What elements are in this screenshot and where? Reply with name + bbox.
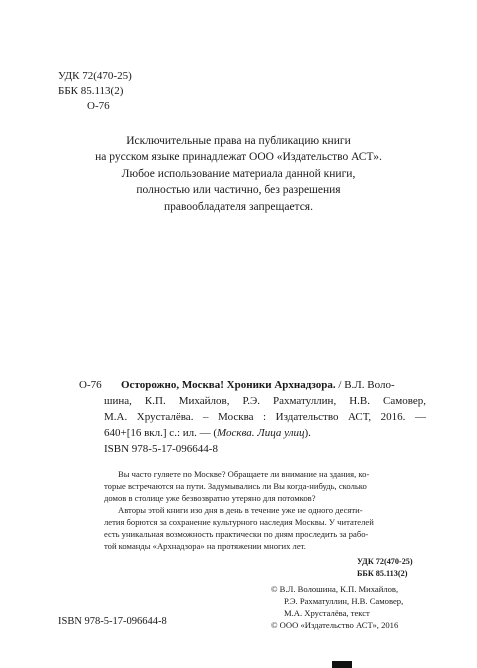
- footer-isbn: ISBN 978-5-17-096644-8: [58, 616, 167, 627]
- bbk-code: ББК 85.113(2): [58, 85, 124, 97]
- biblio-authors-start: / В.Л. Воло-: [335, 379, 395, 391]
- annotation-line: Вы часто гуляете по Москве? Обращаете ли внимание на здания, ко-: [118, 469, 370, 479]
- series-name: Москва. Лица улиц: [217, 427, 305, 439]
- footer-udk-code: УДК 72(470-25): [357, 557, 413, 566]
- annotation-line: Авторы этой книги изо дня в день в течение уже не одного десяти-: [118, 505, 363, 515]
- biblio-line-2: шина, К.П. Михайлов, Р.Э. Рахматуллин, Н.В. Самовер,: [104, 395, 426, 407]
- annotation-line: домов в столице уже безвозвратно утеряно для потомков?: [104, 493, 316, 503]
- rights-line: на русском языке принадлежат ООО «Издательство АСТ».: [95, 151, 382, 164]
- footer-bbk-code: ББК 85.113(2): [357, 569, 408, 578]
- biblio-line-4: [104, 426, 311, 442]
- copyright-line: М.А. Хрусталёва, текст: [284, 608, 370, 618]
- copyright-line: © ООО «Издательство АСТ», 2016: [271, 620, 399, 630]
- biblio-isbn: ISBN 978-5-17-096644-8: [104, 443, 218, 455]
- annotation-line: летия борются за сохранение культурного наследия Москвы. У читателей: [104, 517, 374, 527]
- author-mark: О-76: [87, 100, 110, 112]
- rights-line: Любое использование материала данной книги,: [121, 167, 356, 180]
- annotation-line: торые встречаются на пути. Задумывались ли Вы когда-нибудь, сколько: [104, 481, 367, 491]
- biblio-end: ).: [304, 427, 311, 439]
- annotation-line: той команды «Архнадзора» на протяжении многих лет.: [104, 541, 306, 551]
- copyright-line: Р.Э. Рахматуллин, Н.В. Самовер,: [284, 596, 404, 606]
- rights-line: Исключительные права на публикацию книги: [126, 135, 351, 147]
- biblio-mark: О-76: [79, 379, 102, 391]
- biblio-pages: 640+[16 вкл.] с.: ил. — (: [104, 427, 218, 439]
- udk-code: УДК 72(470-25): [58, 70, 132, 82]
- annotation-line: есть уникальная возможность практически по дням проследить за рабо-: [104, 529, 369, 539]
- page-edge-mark: [332, 661, 352, 668]
- rights-line: правообладателя запрещается.: [164, 200, 313, 213]
- biblio-line-1: [121, 378, 395, 394]
- copyright-line: © В.Л. Волошина, К.П. Михайлов,: [271, 584, 399, 594]
- rights-notice: [60, 133, 417, 215]
- rights-line: полностью или частично, без разрешения: [136, 184, 341, 197]
- book-title: Осторожно, Москва! Хроники Архнадзора.: [121, 379, 336, 391]
- biblio-line-3: М.А. Хрусталёва. – Москва : Издательство АСТ, 2016. —: [104, 411, 426, 423]
